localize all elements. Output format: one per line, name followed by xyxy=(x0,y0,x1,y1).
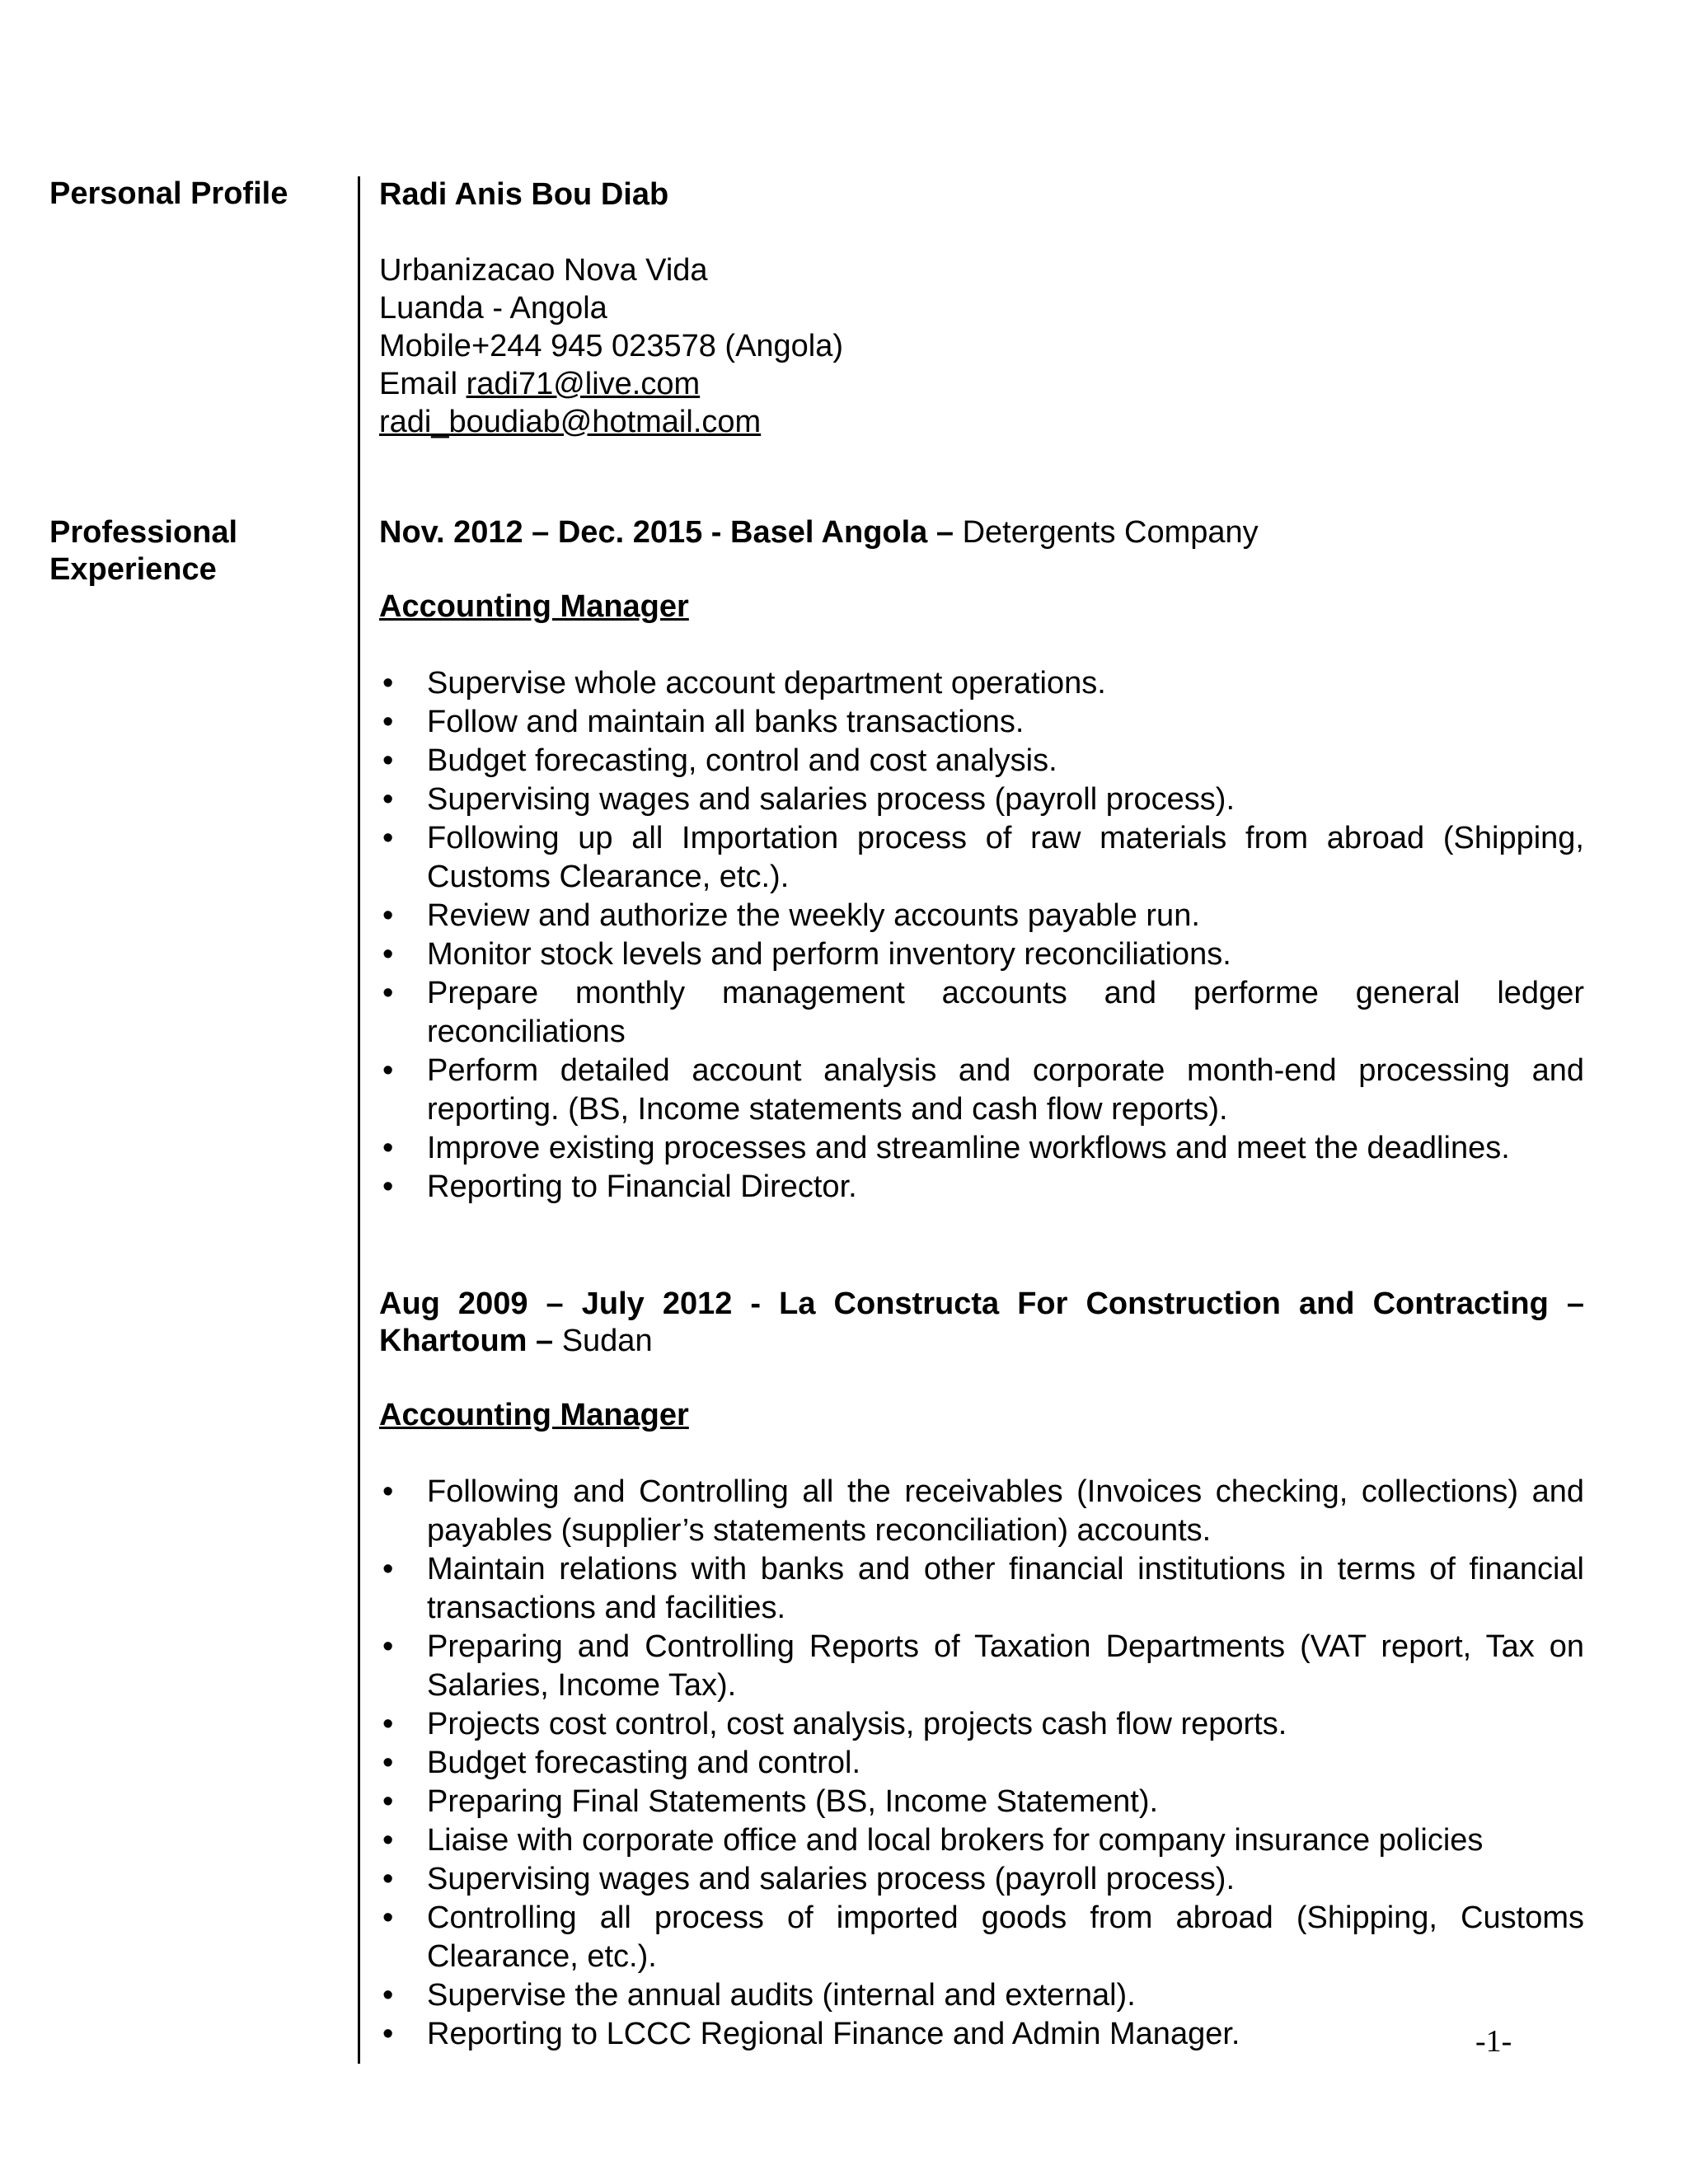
list-item: • Monitor stock levels and perform inventory reconciliations. xyxy=(379,935,1584,974)
list-item: • Budget forecasting, control and cost analysis. xyxy=(379,742,1584,780)
list-item: • Maintain relations with banks and other financial institutions in terms of financial transactions and facilities. xyxy=(379,1550,1584,1628)
list-item: • Budget forecasting and control. xyxy=(379,1744,1584,1783)
job-heading xyxy=(379,514,1584,551)
list-item: • Improve existing processes and streamline workflows and meet the deadlines. xyxy=(379,1129,1584,1168)
section-label-professional-experience: Professional Experience xyxy=(49,515,238,587)
job-title: Accounting Manager xyxy=(379,1398,689,1432)
job-heading xyxy=(379,1286,1584,1360)
email-link-1[interactable]: radi71@live.com xyxy=(466,367,701,401)
list-item: • Liaise with corporate office and local brokers for company insurance policies xyxy=(379,1821,1584,1860)
list-item: • Supervising wages and salaries process (payroll process). xyxy=(379,1860,1584,1899)
section-label-personal-profile: Personal Profile xyxy=(49,176,288,211)
job-company-type: Detergents Company xyxy=(954,515,1259,550)
job-company-location: Sudan xyxy=(553,1324,653,1358)
job-title: Accounting Manager xyxy=(379,589,689,624)
list-item: • Reporting to Financial Director. xyxy=(379,1168,1584,1207)
job-entry-1 xyxy=(379,514,1584,1207)
email-line xyxy=(379,365,1584,403)
email-link-2[interactable]: radi_boudiab@hotmail.com xyxy=(379,405,762,439)
list-item: • Preparing and Controlling Reports of Taxation Departments (VAT report, Tax on Salaries, Income Tax). xyxy=(379,1628,1584,1705)
list-item: • Follow and maintain all banks transactions. xyxy=(379,703,1584,742)
personal-profile-section xyxy=(379,176,1584,441)
address-line-1: Urbanizacao Nova Vida xyxy=(379,253,708,288)
list-item: • Review and authorize the weekly accounts payable run. xyxy=(379,897,1584,935)
list-item: • Following and Controlling all the receivables (Invoices checking, collections) and payables (supplier’s statements reconciliation) accounts. xyxy=(379,1473,1584,1550)
list-item: • Supervise the annual audits (internal and external). xyxy=(379,1976,1584,2015)
mobile-number: Mobile+244 945 023578 (Angola) xyxy=(379,329,844,363)
list-item: • Reporting to LCCC Regional Finance and Admin Manager. xyxy=(379,2015,1584,2054)
list-item: • Controlling all process of imported goods from abroad (Shipping, Customs Clearance, etc.). xyxy=(379,1899,1584,1976)
full-name: Radi Anis Bou Diab xyxy=(379,177,669,212)
page-number: -1- xyxy=(1475,2024,1512,2059)
list-item: • Supervising wages and salaries process (payroll process). xyxy=(379,780,1584,819)
email-label: Email xyxy=(379,367,467,401)
job-dates-company: Nov. 2012 – Dec. 2015 - Basel Angola – xyxy=(379,515,954,550)
list-item: • Prepare monthly management accounts and performe general ledger reconciliations xyxy=(379,974,1584,1052)
job-dates-company: Aug 2009 – July 2012 - La Constructa For Construction and Contracting – Khartoum – xyxy=(379,1286,1584,1358)
address-line-2: Luanda - Angola xyxy=(379,291,607,326)
job-duties-list xyxy=(379,1473,1584,2054)
job-entry-2 xyxy=(379,1286,1584,2054)
list-item: • Supervise whole account department operations. xyxy=(379,664,1584,703)
column-divider xyxy=(358,176,360,2064)
list-item: • Preparing Final Statements (BS, Income Statement). xyxy=(379,1783,1584,1821)
list-item: • Projects cost control, cost analysis, projects cash flow reports. xyxy=(379,1705,1584,1744)
list-item: • Following up all Importation process of raw materials from abroad (Shipping, Customs Clearance, etc.). xyxy=(379,819,1584,897)
job-duties-list xyxy=(379,664,1584,1207)
list-item: • Perform detailed account analysis and corporate month-end processing and reporting. (BS, Income statements and cash flow reports). xyxy=(379,1052,1584,1129)
